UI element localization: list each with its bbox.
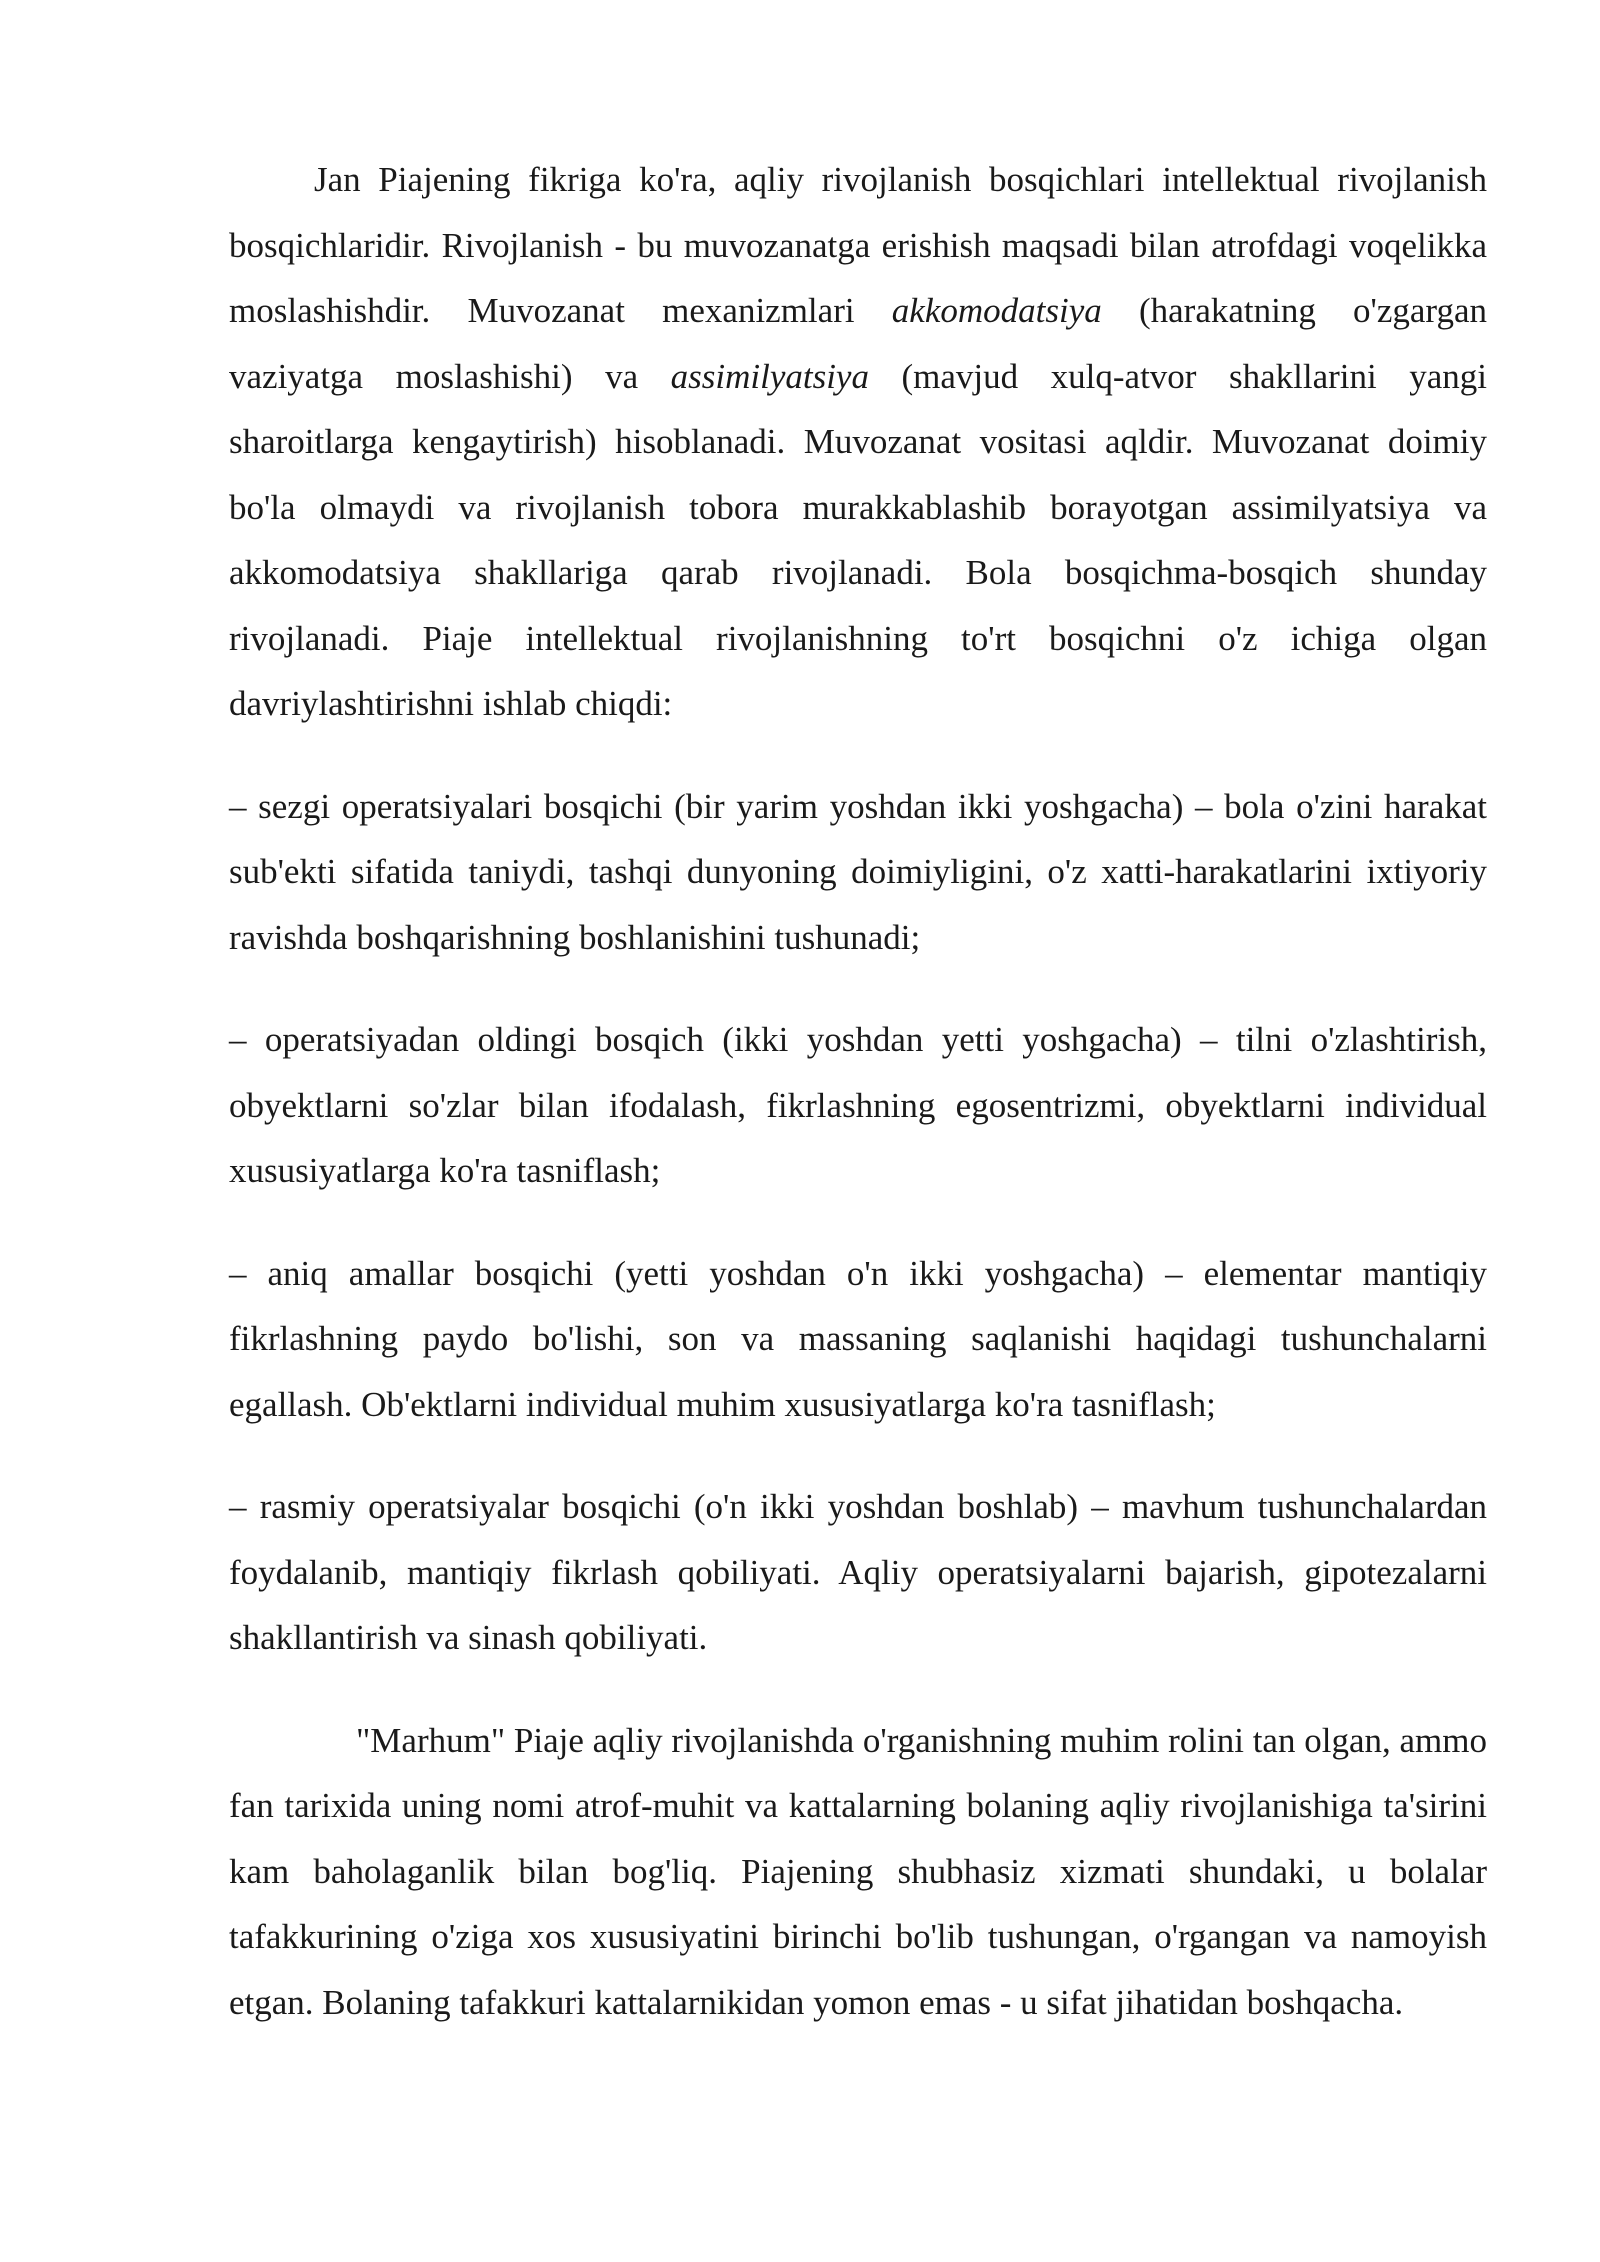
closing-paragraph: "Marhum" Piaje aqliy rivojlanishda o'rganishning muhim rolini tan olgan, ammo fan tarixida uning nomi atrof-muhit va kattalarning bolaning aqliy rivojlanishiga ta'sirini kam baholaganlik bilan bog'liq. Piajening shubhasiz xizmati shundaki, u bolalar tafakkurining o'ziga xos xususiyatini birinchi bo'lib tushungan, o'rgangan va namoyish etgan. Bolaning tafakkuri kattalarnikidan yomon emas - u sifat jihatidan boshqacha. bbox=[229, 1720, 1487, 2022]
stage-item-preoperational: – operatsiyadan oldingi bosqich (ikki yoshdan yetti yoshgacha) – tilni o'zlashtirish, obyektlarni so'zlar bilan ifodalash, fikrlashning egosentrizmi, obyektlarni individual xususiyatlarga ko'ra tasniflash; bbox=[229, 1020, 1487, 1190]
term-assimilyatsiya: assimilyatsiya bbox=[670, 356, 869, 396]
intro-text-part-3: (mavjud xulq-atvor shakllarini yangi sharoitlarga kengaytirish) hisoblanadi. Muvozanat vositasi aqldir. Muvozanat doimiy bo'la olmaydi va rivojlanish tobora murakkablashib borayotgan assimilyatsiya va akkomodatsiya shakllariga qarab rivojlanadi. Bola bosqichma-bosqich shunday rivojlanadi. Piaje intellektual rivojlanishning to'rt bosqichni o'z ichiga olgan davriylashtirishni ishlab chiqdi: bbox=[229, 356, 1487, 723]
stage-item-concrete: – aniq amallar bosqichi (yetti yoshdan o'n ikki yoshgacha) – elementar mantiqiy fikrlashning paydo bo'lishi, son va massaning saqlanishi haqidagi tushunchalarni egallash. Ob'ektlarni individual muhim xususiyatlarga ko'ra tasniflash; bbox=[229, 1253, 1487, 1424]
stage-item-formal: – rasmiy operatsiyalar bosqichi (o'n ikki yoshdan boshlab) – mavhum tushunchalardan foydalanib, mantiqiy fikrlash qobiliyati. Aqliy operatsiyalarni bajarish, gipotezalarni shakllantirish va sinash qobiliyati. bbox=[229, 1487, 1487, 1657]
intro-text-part-2: (harakatning o'zgargan vaziyatga moslashishi) va bbox=[229, 291, 1487, 396]
stage-item-sensory: – sezgi operatsiyalari bosqichi (bir yarim yoshdan ikki yoshgacha) – bola o'zini harakat sub'ekti sifatida taniydi, tashqi dunyoning doimiyligini, o'z xatti-harakatlarini ixtiyoriy ravishda boshqarishning boshlanishini tushunadi; bbox=[229, 786, 1487, 957]
document-body bbox=[229, 147, 1487, 2035]
term-akkomodatsiya: akkomodatsiya bbox=[891, 291, 1102, 330]
intro-paragraph bbox=[229, 147, 1487, 737]
intro-text-part-1: Jan Piajening fikriga ko'ra, aqliy rivojlanish bosqichlari intellektual rivojlanish bosqichlaridir. Rivojlanish - bu muvozanatga erishish maqsadi bilan atrofdagi voqelikka moslashishdir. Muvozanat mexanizmlari bbox=[229, 160, 1487, 330]
